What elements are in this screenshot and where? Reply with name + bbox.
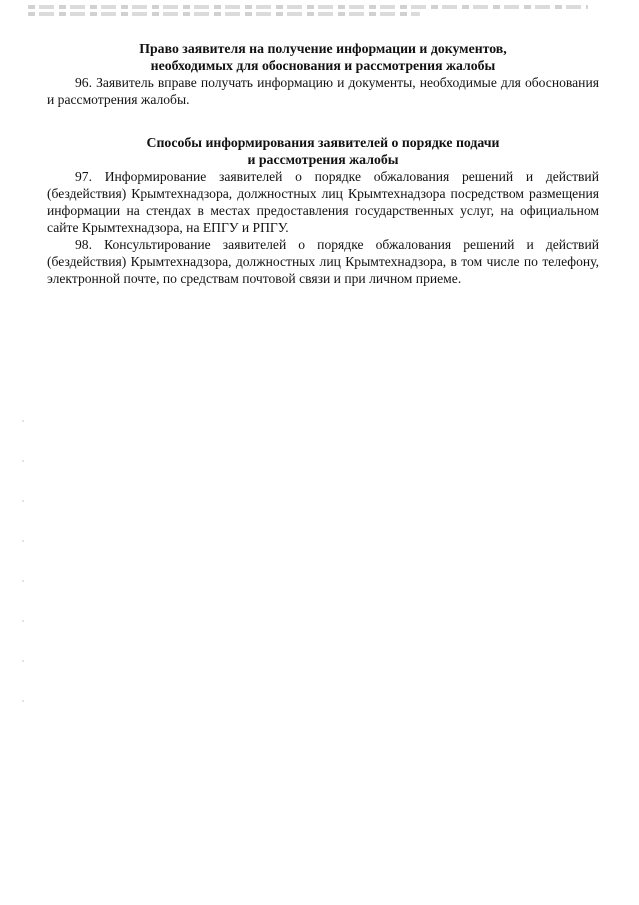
heading-line: и рассмотрения жалобы xyxy=(247,152,399,167)
paragraph-97: 97. Информирование заявителей о порядке обжалования решений и действий (бездействия) Крымтехнадзора, должностных лиц Крымтехнадзора посредством размещения информации на стендах в местах предоставления государственных услуг, на официальном сайте Крымтехнадзора, на ЕПГУ и РПГУ. xyxy=(47,169,599,235)
scan-artifact-top xyxy=(28,2,588,22)
document-body xyxy=(47,40,599,287)
scan-artifact-edge xyxy=(22,420,24,740)
paragraph-96: 96. Заявитель вправе получать информацию и документы, необходимые для обоснования и рассмотрения жалобы. xyxy=(47,75,599,107)
paragraph-98: 98. Консультирование заявителей о порядке обжалования решений и действий (бездействия) Крымтехнадзора, должностных лиц Крымтехнадзора, в том числе по телефону, электронной почте, по средствам почтовой связи и при личном приеме. xyxy=(47,237,599,286)
section-spacer xyxy=(47,108,599,134)
heading-line: Право заявителя на получение информации и документов, xyxy=(139,41,507,56)
section-heading-rights xyxy=(47,40,599,74)
section-heading-informing xyxy=(47,134,599,168)
heading-line: Способы информирования заявителей о порядке подачи xyxy=(146,135,500,150)
heading-line: необходимых для обоснования и рассмотрения жалобы xyxy=(150,58,496,73)
